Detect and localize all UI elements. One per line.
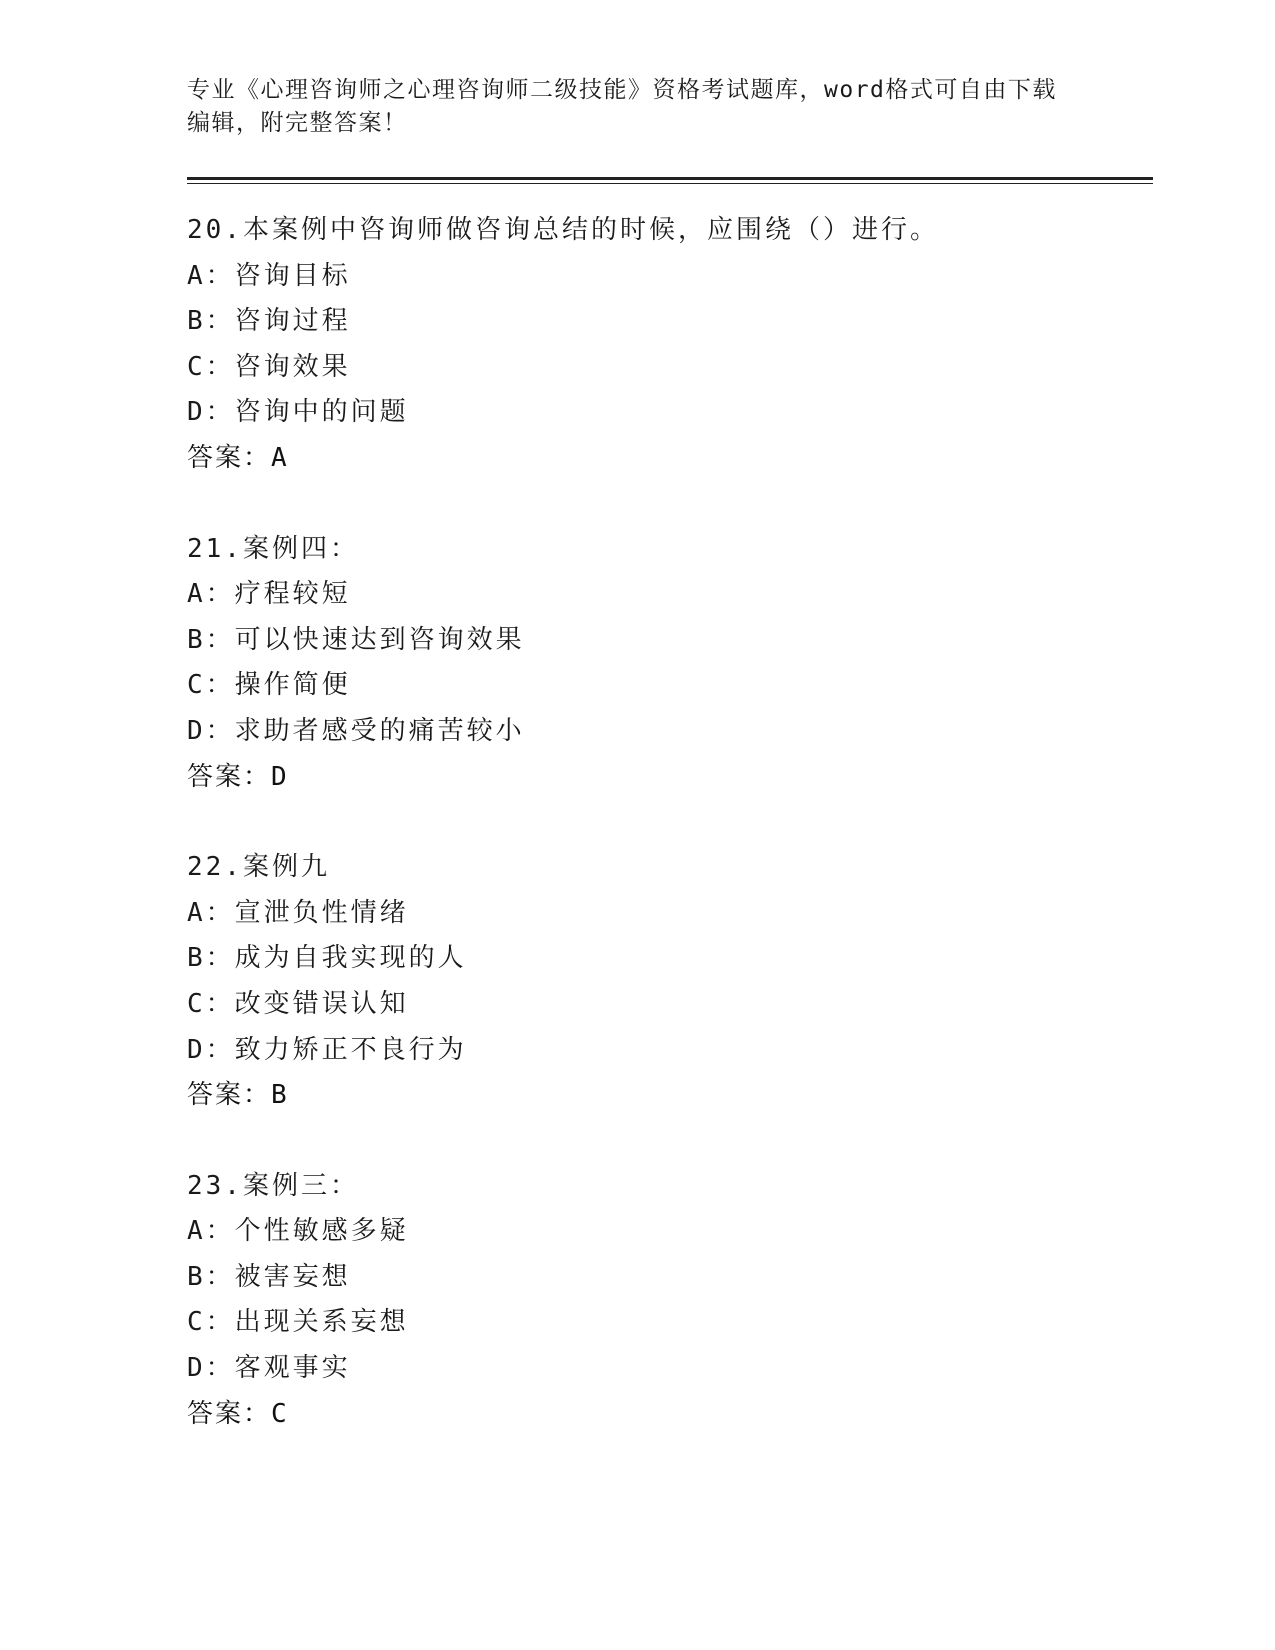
answer-line xyxy=(187,1392,1147,1438)
question-21 xyxy=(187,527,1147,801)
question-list xyxy=(187,208,1147,1482)
answer-value: A xyxy=(271,442,289,473)
answer-label: 答案： xyxy=(187,1398,272,1429)
option-b: B：咨询过程 xyxy=(187,306,351,337)
answer-value: C xyxy=(271,1398,289,1429)
answer-line xyxy=(187,1073,1147,1119)
header-divider-thick xyxy=(187,177,1153,180)
answer-label: 答案： xyxy=(187,442,272,473)
option-d: D：咨询中的问题 xyxy=(187,397,409,428)
answer-label: 答案： xyxy=(187,761,272,792)
answer-line xyxy=(187,436,1147,482)
document-header xyxy=(187,74,1087,140)
question-stem: 22.案例九 xyxy=(187,852,330,883)
header-line-1: 专业《心理咨询师之心理咨询师二级技能》资格考试题库，word格式可自由下载 xyxy=(187,77,1057,103)
option-b: B：被害妄想 xyxy=(187,1261,351,1292)
option-c: C：改变错误认知 xyxy=(187,988,409,1019)
answer-label: 答案： xyxy=(187,1080,272,1111)
option-a: A：疗程较短 xyxy=(187,579,351,610)
option-b: B：可以快速达到咨询效果 xyxy=(187,624,525,655)
question-stem: 23.案例三： xyxy=(187,1170,359,1201)
answer-value: B xyxy=(271,1080,289,1111)
question-22 xyxy=(187,845,1147,1119)
option-d: D：致力矫正不良行为 xyxy=(187,1034,467,1065)
header-line-2: 编辑，附完整答案！ xyxy=(187,110,408,136)
option-d: D：求助者感受的痛苦较小 xyxy=(187,715,525,746)
option-a: A：咨询目标 xyxy=(187,260,351,291)
answer-line xyxy=(187,755,1147,801)
option-c: C：操作简便 xyxy=(187,670,351,701)
option-a: A：个性敏感多疑 xyxy=(187,1216,409,1247)
question-stem: 21.案例四： xyxy=(187,533,359,564)
option-a: A：宣泄负性情绪 xyxy=(187,897,409,928)
option-d: D：客观事实 xyxy=(187,1353,351,1384)
question-23 xyxy=(187,1164,1147,1438)
option-c: C：出现关系妄想 xyxy=(187,1307,409,1338)
header-divider-thin xyxy=(187,183,1153,184)
question-stem: 20.本案例中咨询师做咨询总结的时候，应围绕（）进行。 xyxy=(187,215,939,245)
answer-value: D xyxy=(271,761,289,792)
question-20 xyxy=(187,208,1147,482)
option-c: C：咨询效果 xyxy=(187,351,351,382)
option-b: B：成为自我实现的人 xyxy=(187,943,467,974)
